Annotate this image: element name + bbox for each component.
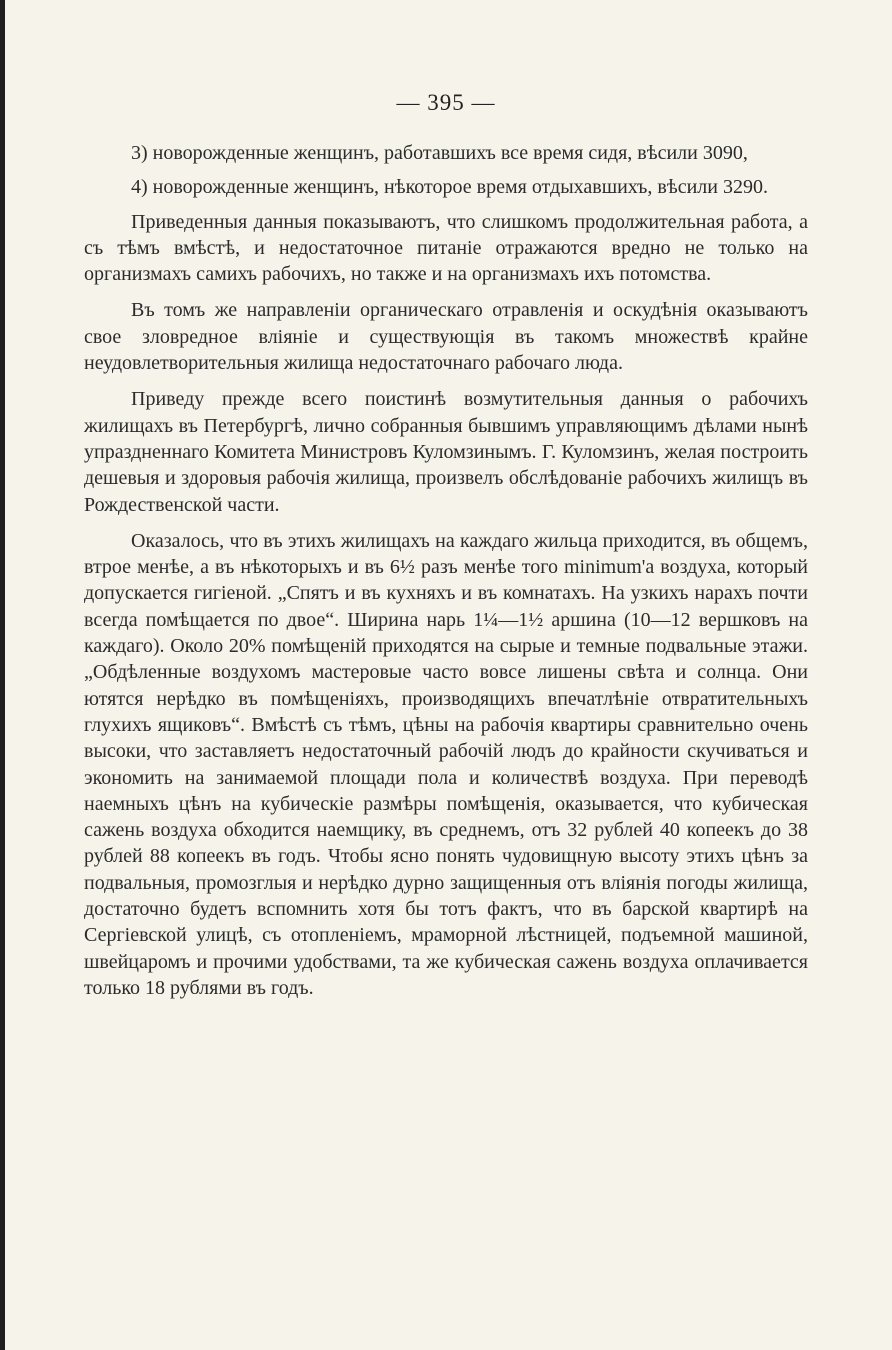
page-number: — 395 — [396,90,496,115]
paragraph-petersburg-data: Приведу прежде всего поистинѣ возмутительныя данныя о рабочихъ жилищахъ въ Петербургѣ, лично собранныя бывшимъ управляющимъ дѣлами нынѣ упраздненнаго Комитета Министровъ Куломзинымъ. Г. Куломзинъ, желая построить дешевыя и здоровыя рабочія жилища, произвелъ обслѣдованіе рабочихъ жилищъ въ Рождественской части. [84,388,808,516]
paragraph-consequences: Приведенныя данныя показываютъ, что слишкомъ продолжительная работа, а съ тѣмъ вмѣстѣ, и недостаточное питаніе отражаются вредно не только на организмахъ самихъ рабочихъ, но также и на организмахъ ихъ потомства. [84,210,808,286]
body-text [84,140,808,1011]
paragraph-housing-influence: Въ томъ же направленіи органическаго отравленія и оскудѣнія оказываютъ свое зловредное вліяніе и существующія въ такомъ множествѣ крайне неудовлетворительныя жилища недостаточнаго рабочаго люда. [84,299,808,375]
paragraph-item-4: 4) новорожденные женщинъ, нѣкоторое время отдыхавшихъ, вѣсили 3290. [131,176,768,199]
paragraph-item-3: 3) новорожденные женщинъ, работавшихъ все время сидя, вѣсили 3090, [131,142,748,164]
page-binding-edge [0,0,5,1350]
paragraph-findings: Оказалось, что въ этихъ жилищахъ на каждаго жильца приходится, въ общемъ, втрое менѣе, а въ нѣкоторыхъ и въ 6½ разъ менѣе того minimum'а воздуха, который допускается гигіеной. „Спятъ и въ кухняхъ и въ комнатахъ. На узкихъ нарахъ почти всегда помѣщается по двое“. Ширина нарь 1¼—1½ аршина (10—12 вершковъ на каждаго). Около 20% помѣщеній приходятся на сырые и темные подвальные этажи. „Обдѣленные воздухомъ мастеровые часто вовсе лишены свѣта и солнца. Они ютятся нерѣдко въ помѣщеніяхъ, производящихъ впечатлѣніе отвратительныхъ глухихъ ящиковъ“. Вмѣстѣ съ тѣмъ, цѣны на рабочія квартиры сравнительно очень высоки, что заставляетъ недостаточный рабочій людъ до крайности скучиваться и экономить на занимаемой площади пола и количествѣ воздуха. При переводѣ наемныхъ цѣнъ на кубическіе размѣры помѣщенія, оказывается, что кубическая сажень воздуха обходится наемщику, въ среднемъ, отъ 32 рублей 40 копеекъ до 38 рублей 88 копеекъ въ годъ. Чтобы ясно понять чудовищную высоту этихъ цѣнъ за подвальныя, промозглыя и нерѣдко дурно защищенныя отъ вліянія погоды жилища, достаточно будетъ вспомнить хотя бы тотъ фактъ, что въ барской квартирѣ на Сергіевской улицѣ, съ отопленіемъ, мраморной лѣстницей, подъемной машиной, швейцаромъ и прочими удобствами, та же кубическая сажень воздуха оплачивается только 18 рублями въ годъ. [84,529,808,999]
